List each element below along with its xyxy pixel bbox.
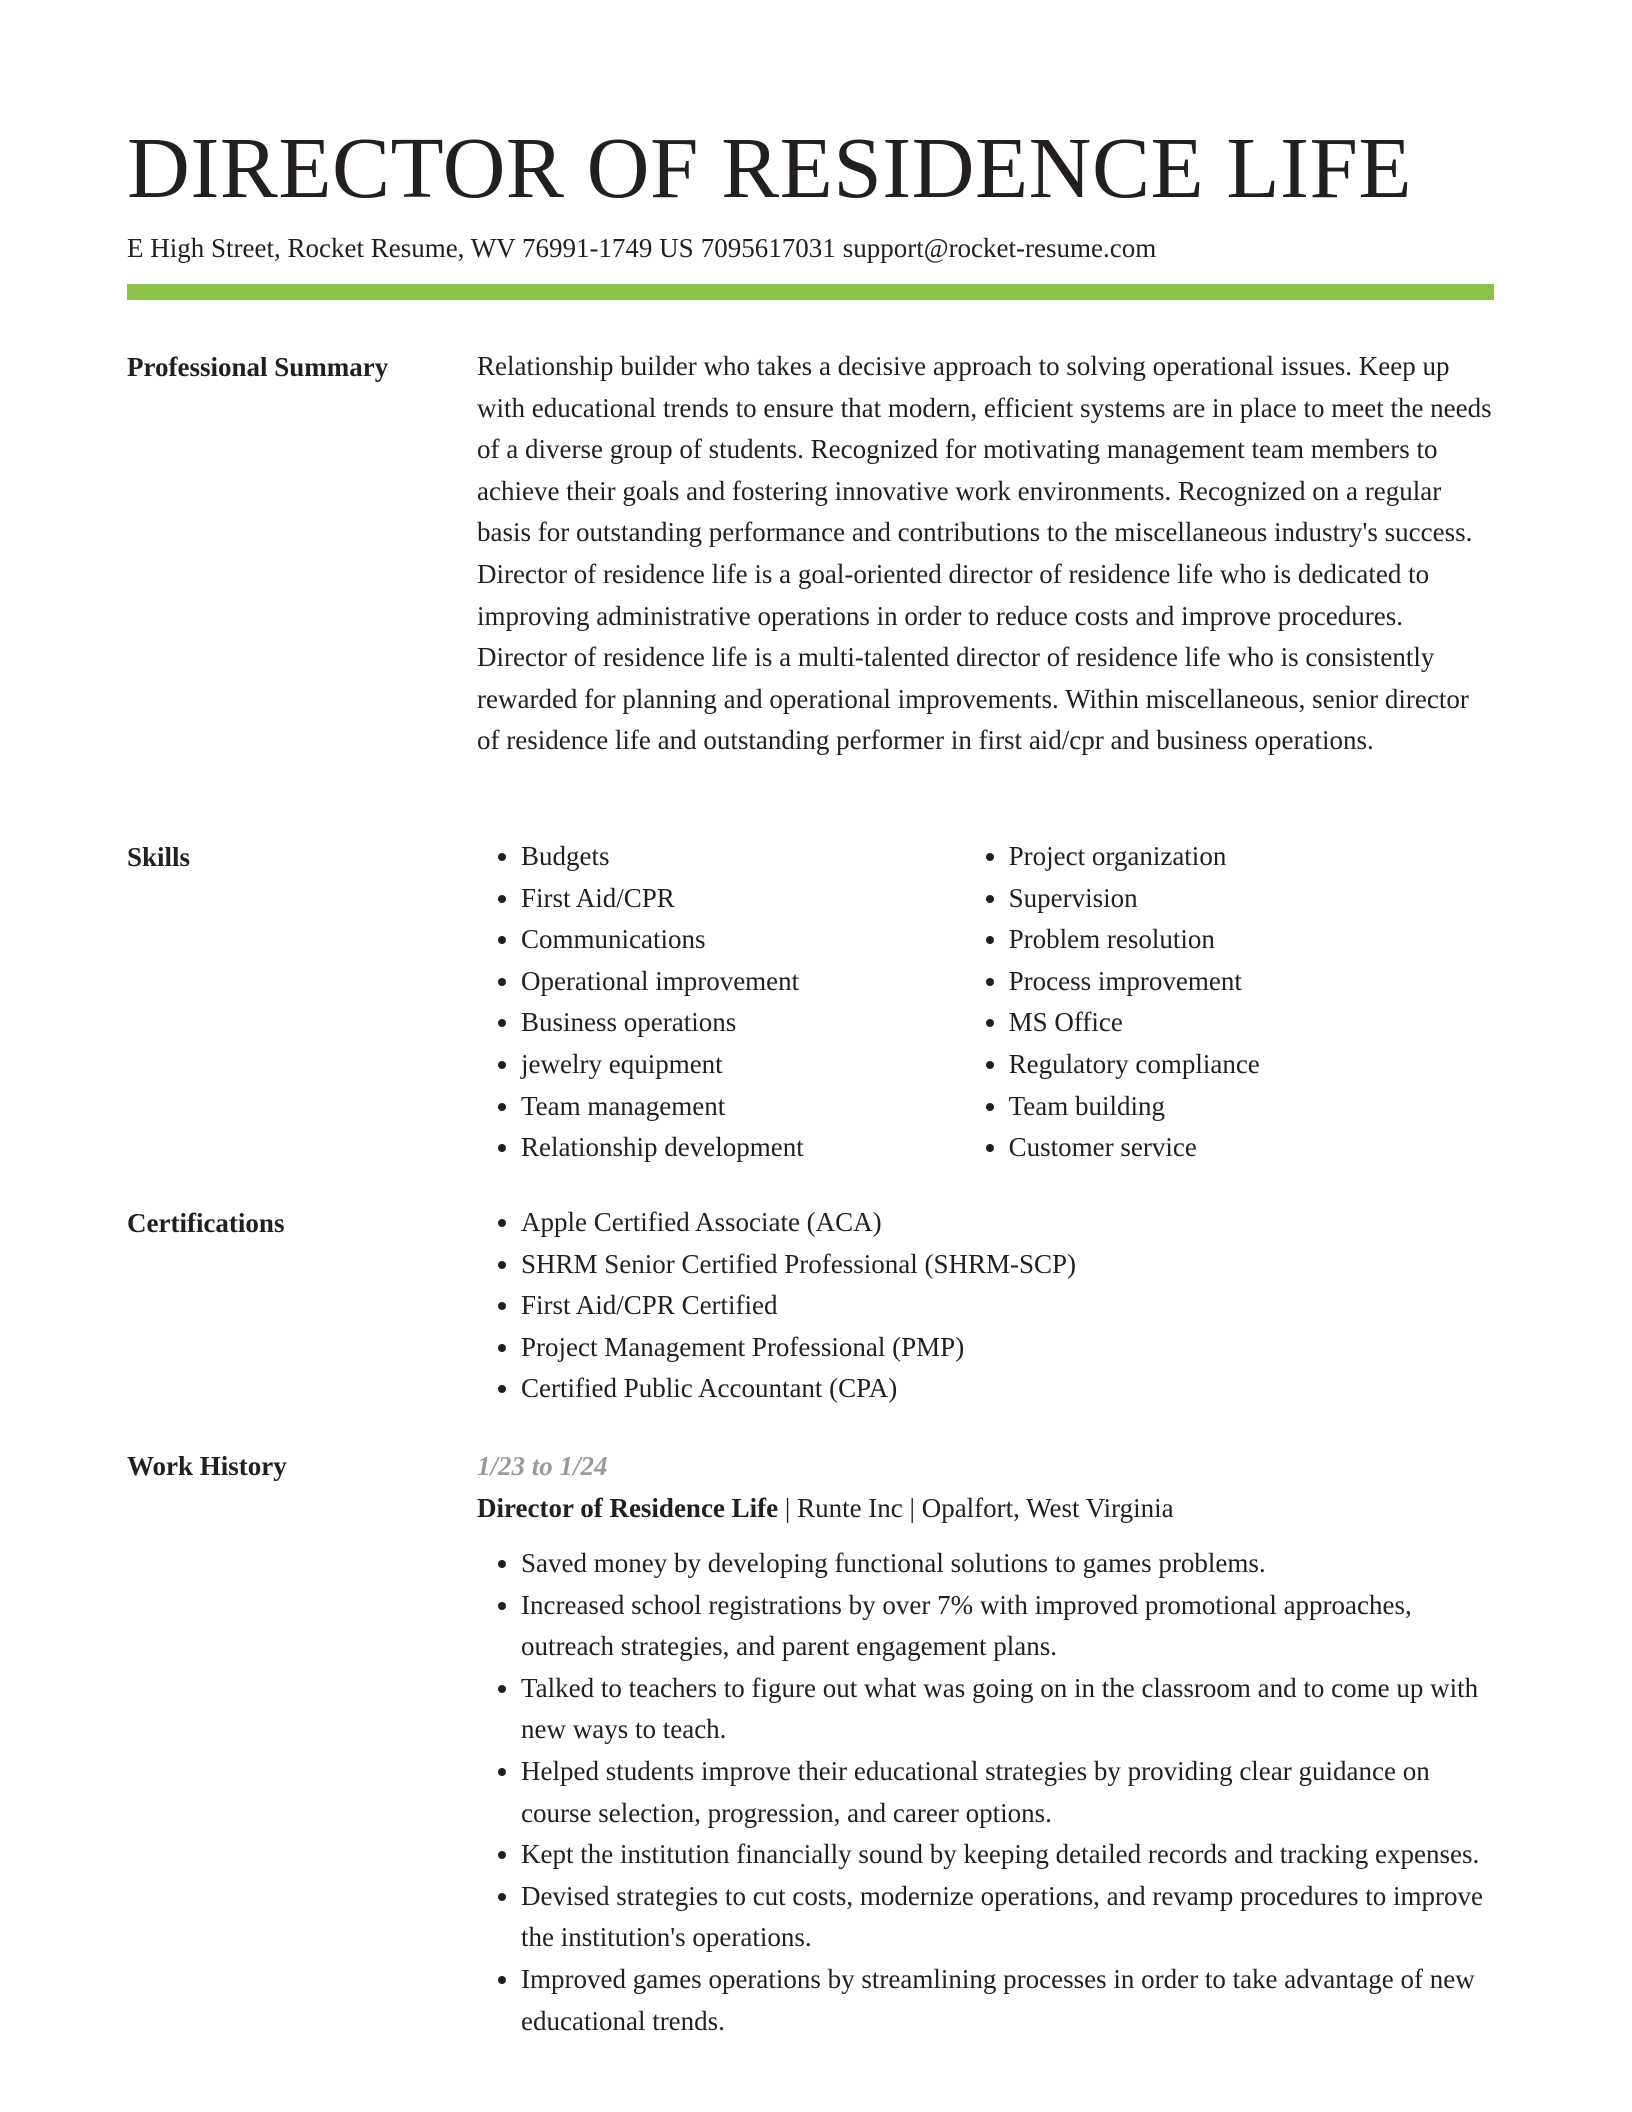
certification-item: • Apple Certified Associate (ACA) bbox=[521, 1202, 1494, 1244]
job-bullets bbox=[477, 1543, 1494, 2042]
work-history-content bbox=[477, 1445, 1494, 2042]
certifications-list bbox=[477, 1202, 1494, 1410]
job-location: Opalfort, West Virginia bbox=[921, 1493, 1174, 1523]
summary-text: Relationship builder who takes a decisive approach to solving operational issues. Keep up with educational trends to ensure that modern, efficient systems are in place to meet the needs of a diverse group of students. Recognized for motivating management team members to achieve their goals and fostering innovative work environments. Recognized on a regular basis for outstanding performance and contributions to the miscellaneous industry's success. Director of residence life is a goal-oriented director of residence life who is dedicated to improving administrative operations in order to reduce costs and improve procedures. Director of residence life is a multi-talented director of residence life who is consistently rewarded for planning and operational improvements. Within miscellaneous, senior director of residence life and outstanding performer in first aid/cpr and business operations. bbox=[477, 351, 1492, 756]
job-bullet: • Increased school registrations by over 7% with improved promotional approaches, outreach strategies, and parent engagement plans. bbox=[521, 1585, 1494, 1668]
skill-item: • Budgets bbox=[521, 836, 965, 878]
job-bullet: • Saved money by developing functional solutions to games problems. bbox=[521, 1543, 1494, 1585]
skill-item: • First Aid/CPR bbox=[521, 878, 965, 920]
skill-item: • Business operations bbox=[521, 1002, 965, 1044]
skill-item: • Customer service bbox=[1009, 1127, 1494, 1169]
skills-list-left bbox=[477, 836, 965, 1169]
skill-item: • MS Office bbox=[1009, 1002, 1494, 1044]
skill-item: • Team management bbox=[521, 1086, 965, 1128]
skill-item: • Operational improvement bbox=[521, 961, 965, 1003]
certifications-label: Certifications bbox=[127, 1208, 285, 1238]
job-bullet: • Devised strategies to cut costs, modernize operations, and revamp procedures to improve the institution's operations. bbox=[521, 1876, 1494, 1959]
contact-email: support@rocket-resume.com bbox=[842, 233, 1157, 263]
skill-item: • Project organization bbox=[1009, 836, 1494, 878]
skills-label: Skills bbox=[127, 842, 191, 872]
job-title: Director of Residence Life bbox=[477, 1493, 779, 1523]
skill-item: • Relationship development bbox=[521, 1127, 965, 1169]
summary-content bbox=[477, 346, 1494, 762]
job-company: Runte Inc bbox=[797, 1493, 903, 1523]
job-bullet: • Kept the institution financially sound by keeping detailed records and tracking expenses. bbox=[521, 1834, 1494, 1876]
job-heading bbox=[477, 1487, 1494, 1529]
job-bullet: • Helped students improve their educational strategies by providing clear guidance on course selection, progression, and career options. bbox=[521, 1751, 1494, 1834]
resume-name-heading: DIRECTOR OF RESIDENCE LIFE bbox=[127, 119, 1413, 216]
skill-item: • Team building bbox=[1009, 1086, 1494, 1128]
summary-label: Professional Summary bbox=[127, 352, 389, 382]
certifications-content bbox=[477, 1202, 1494, 1410]
skill-item: • Process improvement bbox=[1009, 961, 1494, 1003]
skills-list-right bbox=[965, 836, 1494, 1169]
skill-item: • jewelry equipment bbox=[521, 1044, 965, 1086]
job-separator: | bbox=[909, 1493, 922, 1523]
job-separator: | bbox=[784, 1493, 798, 1523]
skill-item: • Supervision bbox=[1009, 878, 1494, 920]
header-accent-divider bbox=[127, 284, 1494, 300]
skill-item: • Regulatory compliance bbox=[1009, 1044, 1494, 1086]
skill-item: • Communications bbox=[521, 919, 965, 961]
work-history-label: Work History bbox=[127, 1451, 287, 1481]
skills-content bbox=[477, 836, 1494, 1169]
job-bullet: • Talked to teachers to figure out what was going on in the classroom and to come up with new ways to teach. bbox=[521, 1668, 1494, 1751]
job-bullet: • Improved games operations by streamlining processes in order to take advantage of new educational trends. bbox=[521, 1959, 1494, 2042]
contact-address: E High Street, Rocket Resume, WV 76991-1749 US bbox=[127, 233, 694, 263]
contact-phone: 7095617031 bbox=[700, 233, 836, 263]
contact-line bbox=[127, 230, 1156, 266]
certification-item: • SHRM Senior Certified Professional (SHRM-SCP) bbox=[521, 1244, 1494, 1286]
certification-item: • Certified Public Accountant (CPA) bbox=[521, 1368, 1494, 1410]
certification-item: • First Aid/CPR Certified bbox=[521, 1285, 1494, 1327]
job-dates: 1/23 to 1/24 bbox=[477, 1451, 608, 1481]
certification-item: • Project Management Professional (PMP) bbox=[521, 1327, 1494, 1369]
skill-item: • Problem resolution bbox=[1009, 919, 1494, 961]
